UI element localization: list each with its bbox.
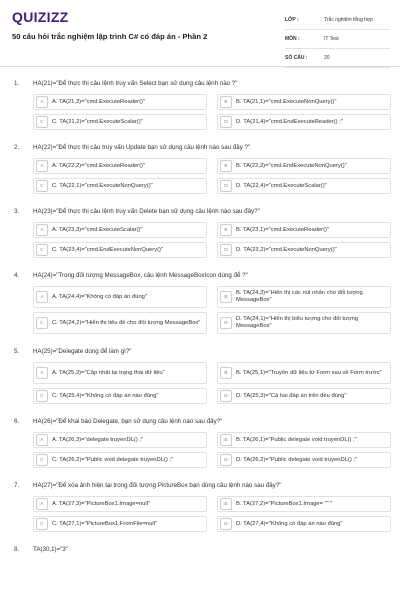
question-item	[0, 268, 400, 334]
page-title: 50 câu hỏi trắc nghiệm lập trình C# có đáp án - Phần 2	[12, 32, 208, 41]
option-text: A. TA(21,3)="cmd.ExecuteReader()"	[52, 98, 145, 105]
option-text: D. TA(22,4)="cmd.ExecuteScalar()"	[236, 182, 327, 189]
question-text: HA(27)="Để xóa ảnh hiện tại trong đối tượng PictureBox bạn dùng câu lệnh nào sau đây?"	[33, 482, 282, 489]
option-letter-d: D	[220, 180, 232, 192]
question-number: 4.	[14, 272, 20, 279]
question-item	[0, 76, 400, 130]
question-item	[0, 140, 400, 194]
option-text: D. TA(27,4)="Không có đáp án nào đúng"	[236, 520, 343, 527]
question-item	[0, 478, 400, 532]
question-item	[0, 414, 400, 468]
option-letter-b: B	[220, 160, 232, 172]
question-number: 2.	[14, 144, 20, 151]
option-text: C. TA(25,4)="Không có đáp án nào đúng"	[52, 392, 159, 399]
option-letter-c: C	[36, 454, 48, 466]
option-text: B. TA(22,3)="cmd.EndExecuteNonQuery()"	[236, 162, 347, 169]
option-letter-a: A	[36, 291, 48, 303]
option-letter-c: C	[36, 244, 48, 256]
option-letter-c: C	[36, 180, 48, 192]
option-letter-d: D	[220, 390, 232, 402]
question-text: HA(24)="Trong đối tượng MessageBox, câu lệnh MessageBoxIcon dùng để ?"	[33, 272, 248, 279]
option-letter-a: A	[36, 96, 48, 108]
options-grid	[33, 362, 400, 404]
answer-option-b[interactable]	[217, 432, 391, 448]
option-letter-b: B	[220, 96, 232, 108]
question-text: TA(30,1)="3"	[33, 546, 69, 553]
option-text: C. TA(26,2)="Public void delegate truyenDL() ;"	[52, 456, 174, 463]
answer-option-d[interactable]	[217, 114, 391, 130]
option-text: C. TA(22,1)="cmd.ExecuteNonQuery()"	[52, 182, 153, 189]
options-grid	[33, 222, 400, 258]
option-letter-b: B	[220, 434, 232, 446]
answer-option-a[interactable]	[33, 496, 207, 512]
answer-option-a[interactable]	[33, 94, 207, 110]
question-number: 1.	[14, 80, 20, 87]
options-grid	[33, 496, 400, 532]
answer-option-c[interactable]	[33, 388, 207, 404]
option-letter-c: C	[36, 317, 48, 329]
meta-label: MÔN :	[285, 36, 300, 42]
meta-value: Trắc nghiệm tổng hợp	[324, 17, 373, 23]
question-item	[0, 344, 400, 404]
answer-option-a[interactable]	[33, 432, 207, 448]
option-letter-c: C	[36, 518, 48, 530]
option-letter-b: B	[220, 224, 232, 236]
answer-option-b[interactable]	[217, 362, 391, 384]
question-number: 5.	[14, 348, 20, 355]
option-letter-a: A	[36, 498, 48, 510]
option-letter-d: D	[220, 244, 232, 256]
answer-option-b[interactable]	[217, 158, 391, 174]
option-letter-b: B	[220, 291, 232, 303]
answer-option-d[interactable]	[217, 388, 391, 404]
answer-option-b[interactable]	[217, 496, 391, 512]
option-text: A. TA(23,3)="cmd.ExecuteScalar()"	[52, 226, 143, 233]
option-letter-d: D	[220, 116, 232, 128]
question-list	[0, 76, 400, 566]
page-header	[0, 0, 400, 67]
question-number: 3.	[14, 208, 20, 215]
question-text: HA(26)="Để khai báo Delegate, bạn sử dụng câu lệnh nào sau đây?"	[33, 418, 223, 425]
option-text: D. TA(25,3)="Cả hai đáp án trên đều đúng"	[236, 392, 347, 399]
option-text: A. TA(26,3)="delegate truyenDL() ;"	[52, 436, 144, 443]
meta-row-count	[285, 49, 390, 68]
option-text: D. TA(23,2)="cmd.ExecuteNonQuery()"	[236, 246, 337, 253]
answer-option-c[interactable]	[33, 516, 207, 532]
answer-option-d[interactable]	[217, 452, 391, 468]
option-text: C. TA(24,2)="Hiển thị tiêu đề cho đối tượng MessageBox"	[52, 319, 201, 326]
question-number: 8.	[14, 546, 20, 553]
answer-option-b[interactable]	[217, 222, 391, 238]
option-text: B. TA(27,2)="PictureBox1.Image= "" "	[236, 500, 333, 507]
option-text: C. TA(23,4)="cmd.EndExecuteNonQuery()"	[52, 246, 164, 253]
answer-option-c[interactable]	[33, 178, 207, 194]
option-letter-b: B	[220, 367, 232, 379]
options-grid	[33, 158, 400, 194]
answer-option-d[interactable]	[217, 516, 391, 532]
option-text: B. TA(26,1)="Public delegate void truyenDL() ;"	[236, 436, 357, 443]
option-text: A. TA(27,3)="PictureBox1.Image=null"	[52, 500, 150, 507]
question-number: 7.	[14, 482, 20, 489]
answer-option-a[interactable]	[33, 158, 207, 174]
option-text: B. TA(24,3)="Hiển thị các nút nhấn cho đối tượng MessageBox"	[236, 290, 363, 303]
option-letter-d: D	[220, 454, 232, 466]
answer-option-c[interactable]	[33, 114, 207, 130]
option-letter-a: A	[36, 367, 48, 379]
answer-option-c[interactable]	[33, 312, 207, 334]
question-text: HA(21)="Để thực thi câu lệnh truy vấn Select bạn sử dụng câu lệnh nào ?"	[33, 80, 238, 87]
option-letter-b: B	[220, 498, 232, 510]
answer-option-b[interactable]	[217, 94, 391, 110]
option-text: A. TA(25,2)="Cập nhật lại trạng thái dữ liệu"	[52, 369, 165, 376]
question-text: HA(25)="Delegate dùng để làm gì?"	[33, 348, 132, 355]
option-text: A. TA(24,4)="Không có đáp án đúng"	[52, 293, 147, 300]
answer-option-a[interactable]	[33, 286, 207, 308]
answer-option-d[interactable]	[217, 178, 391, 194]
option-letter-c: C	[36, 390, 48, 402]
option-letter-a: A	[36, 224, 48, 236]
meta-label: SỐ CÂU :	[285, 55, 308, 61]
answer-option-d[interactable]	[217, 242, 391, 258]
meta-row-class	[285, 11, 390, 30]
option-letter-d: D	[220, 518, 232, 530]
meta-table	[285, 11, 390, 68]
question-item	[0, 204, 400, 258]
quizizz-logo[interactable]: QUIZIZZ	[12, 9, 69, 25]
options-grid	[33, 94, 400, 130]
option-text: B. TA(23,1)="cmd.ExecuteReader()"	[236, 226, 329, 233]
option-letter-d: D	[220, 317, 232, 329]
question-text: HA(23)="Để thực thi câu lệnh truy vấn Delete bạn sử dụng câu lệnh nào sau đây?"	[33, 208, 260, 215]
meta-row-subject	[285, 30, 390, 49]
question-text: HA(22)="Để thực thi câu truy vấn Update bạn sử dụng câu lệnh nào sau đây ?"	[33, 144, 251, 151]
meta-value: 20	[324, 55, 330, 61]
option-letter-a: A	[36, 160, 48, 172]
answer-option-c[interactable]	[33, 242, 207, 258]
question-item	[0, 542, 400, 556]
answer-option-c[interactable]	[33, 452, 207, 468]
answer-option-a[interactable]	[33, 362, 207, 384]
option-text: C. TA(27,1)="PictureBox1.FromFile=null"	[52, 520, 158, 527]
answer-option-a[interactable]	[33, 222, 207, 238]
option-letter-a: A	[36, 434, 48, 446]
option-text: C. TA(21,2)="cmd.ExecuteScalar()"	[52, 118, 143, 125]
option-text: D. TA(21,4)="cmd.EndExecuteReader() ;"	[236, 118, 343, 125]
options-grid	[33, 432, 400, 468]
option-text: B. TA(21,1)="cmd.ExecuteNonQuery()"	[236, 98, 337, 105]
option-letter-c: C	[36, 116, 48, 128]
meta-value: IT Test	[324, 36, 339, 42]
options-grid	[33, 286, 400, 334]
option-text: D. TA(24,1)="Hiển thị biểu tượng cho đối tượng MessageBox"	[236, 316, 359, 329]
answer-option-b[interactable]	[217, 286, 391, 308]
meta-label: LỚP :	[285, 17, 299, 23]
option-text: D. TA(26,2)="Public delegate void truyenDL() ;"	[236, 456, 358, 463]
answer-option-d[interactable]	[217, 312, 391, 334]
option-text: A. TA(22,2)="cmd.ExecuteReader()"	[52, 162, 145, 169]
option-text: B. TA(25,1)="Truyền dữ liệu từ Form sau về Form trước"	[236, 369, 382, 376]
question-number: 6.	[14, 418, 20, 425]
